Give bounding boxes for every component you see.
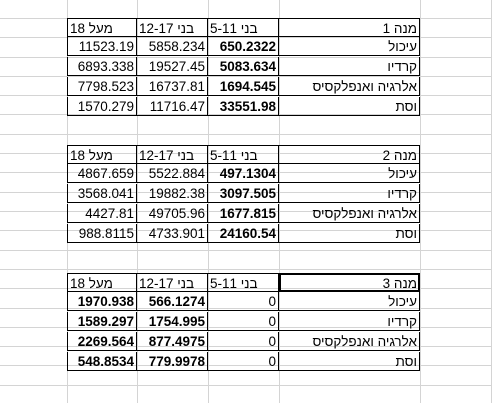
row-label-cell[interactable]: עיכול <box>279 164 420 183</box>
value-cell[interactable]: 548.8534 <box>67 352 137 371</box>
value-cell[interactable]: 11716.47 <box>137 97 208 116</box>
value-cell[interactable]: 1694.545 <box>208 77 279 96</box>
value-cell[interactable]: 3097.505 <box>208 184 279 203</box>
value-cell[interactable]: 49705.96 <box>137 204 208 223</box>
value-cell[interactable]: 5522.884 <box>137 164 208 183</box>
value-cell[interactable]: 5858.234 <box>137 37 208 56</box>
value-cell[interactable]: 650.2322 <box>208 37 279 56</box>
value-cell[interactable]: 1970.938 <box>67 292 137 311</box>
table-row <box>67 352 420 371</box>
table-title-cell[interactable]: מנה 1 <box>279 18 420 37</box>
value-cell[interactable]: 988.8115 <box>67 224 137 243</box>
value-cell[interactable]: 11523.19 <box>67 37 137 56</box>
table-row <box>67 57 420 76</box>
row-label-cell[interactable]: קרדיו <box>279 184 420 203</box>
value-cell[interactable]: 4733.901 <box>137 224 208 243</box>
table-title-cell[interactable]: מנה 3 <box>279 273 420 292</box>
value-cell[interactable]: 497.1304 <box>208 164 279 183</box>
row-label-cell[interactable]: עיכול <box>279 37 420 56</box>
table-row <box>67 292 420 311</box>
value-cell[interactable]: 0 <box>208 332 279 351</box>
value-cell[interactable]: 1754.995 <box>137 312 208 331</box>
value-cell[interactable]: 7798.523 <box>67 77 137 96</box>
row-label-cell[interactable]: אלרגיה ואנפלקסיס <box>279 204 420 223</box>
row-label-cell[interactable]: עיכול <box>279 292 420 311</box>
value-cell[interactable]: 566.1274 <box>137 292 208 311</box>
column-header-cell[interactable]: בני 5-11 <box>208 145 279 164</box>
table-header-row <box>67 145 420 164</box>
table-row <box>67 37 420 56</box>
value-cell[interactable]: 1677.815 <box>208 204 279 223</box>
row-label-cell[interactable]: וסת <box>279 97 420 116</box>
value-cell[interactable]: 0 <box>208 292 279 311</box>
table-row <box>67 97 420 116</box>
value-cell[interactable]: 4427.81 <box>67 204 137 223</box>
row-label-cell[interactable]: אלרגיה ואנפלקסיס <box>279 77 420 96</box>
value-cell[interactable]: 4867.659 <box>67 164 137 183</box>
table-row <box>67 77 420 96</box>
column-header-cell[interactable]: בני 12-17 <box>137 18 208 37</box>
table-row <box>67 312 420 331</box>
value-cell[interactable]: 24160.54 <box>208 224 279 243</box>
table-header-row <box>67 273 420 292</box>
value-cell[interactable]: 1570.279 <box>67 97 137 116</box>
value-cell[interactable]: 2269.564 <box>67 332 137 351</box>
table-row <box>67 204 420 223</box>
value-cell[interactable]: 6893.338 <box>67 57 137 76</box>
column-header-cell[interactable]: מעל 18 <box>67 18 137 37</box>
value-cell[interactable]: 877.4975 <box>137 332 208 351</box>
table-row <box>67 332 420 351</box>
value-cell[interactable]: 19527.45 <box>137 57 208 76</box>
column-header-cell[interactable]: בני 5-11 <box>208 18 279 37</box>
table-header-row <box>67 18 420 37</box>
value-cell[interactable]: 779.9978 <box>137 352 208 371</box>
column-header-cell[interactable]: מעל 18 <box>67 145 137 164</box>
value-cell[interactable]: 0 <box>208 312 279 331</box>
value-cell[interactable]: 5083.634 <box>208 57 279 76</box>
value-cell[interactable]: 3568.041 <box>67 184 137 203</box>
value-cell[interactable]: 1589.297 <box>67 312 137 331</box>
column-header-cell[interactable]: מעל 18 <box>67 273 137 292</box>
value-cell[interactable]: 33551.98 <box>208 97 279 116</box>
row-label-cell[interactable]: אלרגיה ואנפלקסיס <box>279 332 420 351</box>
value-cell[interactable]: 16737.81 <box>137 77 208 96</box>
row-label-cell[interactable]: וסת <box>279 352 420 371</box>
column-header-cell[interactable]: בני 12-17 <box>137 145 208 164</box>
value-cell[interactable]: 19882.38 <box>137 184 208 203</box>
table-title-cell[interactable]: מנה 2 <box>279 145 420 164</box>
value-cell[interactable]: 0 <box>208 352 279 371</box>
row-label-cell[interactable]: קרדיו <box>279 57 420 76</box>
column-header-cell[interactable]: בני 5-11 <box>208 273 279 292</box>
row-label-cell[interactable]: קרדיו <box>279 312 420 331</box>
column-header-cell[interactable]: בני 12-17 <box>137 273 208 292</box>
table-row <box>67 224 420 243</box>
table-row <box>67 184 420 203</box>
row-label-cell[interactable]: וסת <box>279 224 420 243</box>
table-row <box>67 164 420 183</box>
